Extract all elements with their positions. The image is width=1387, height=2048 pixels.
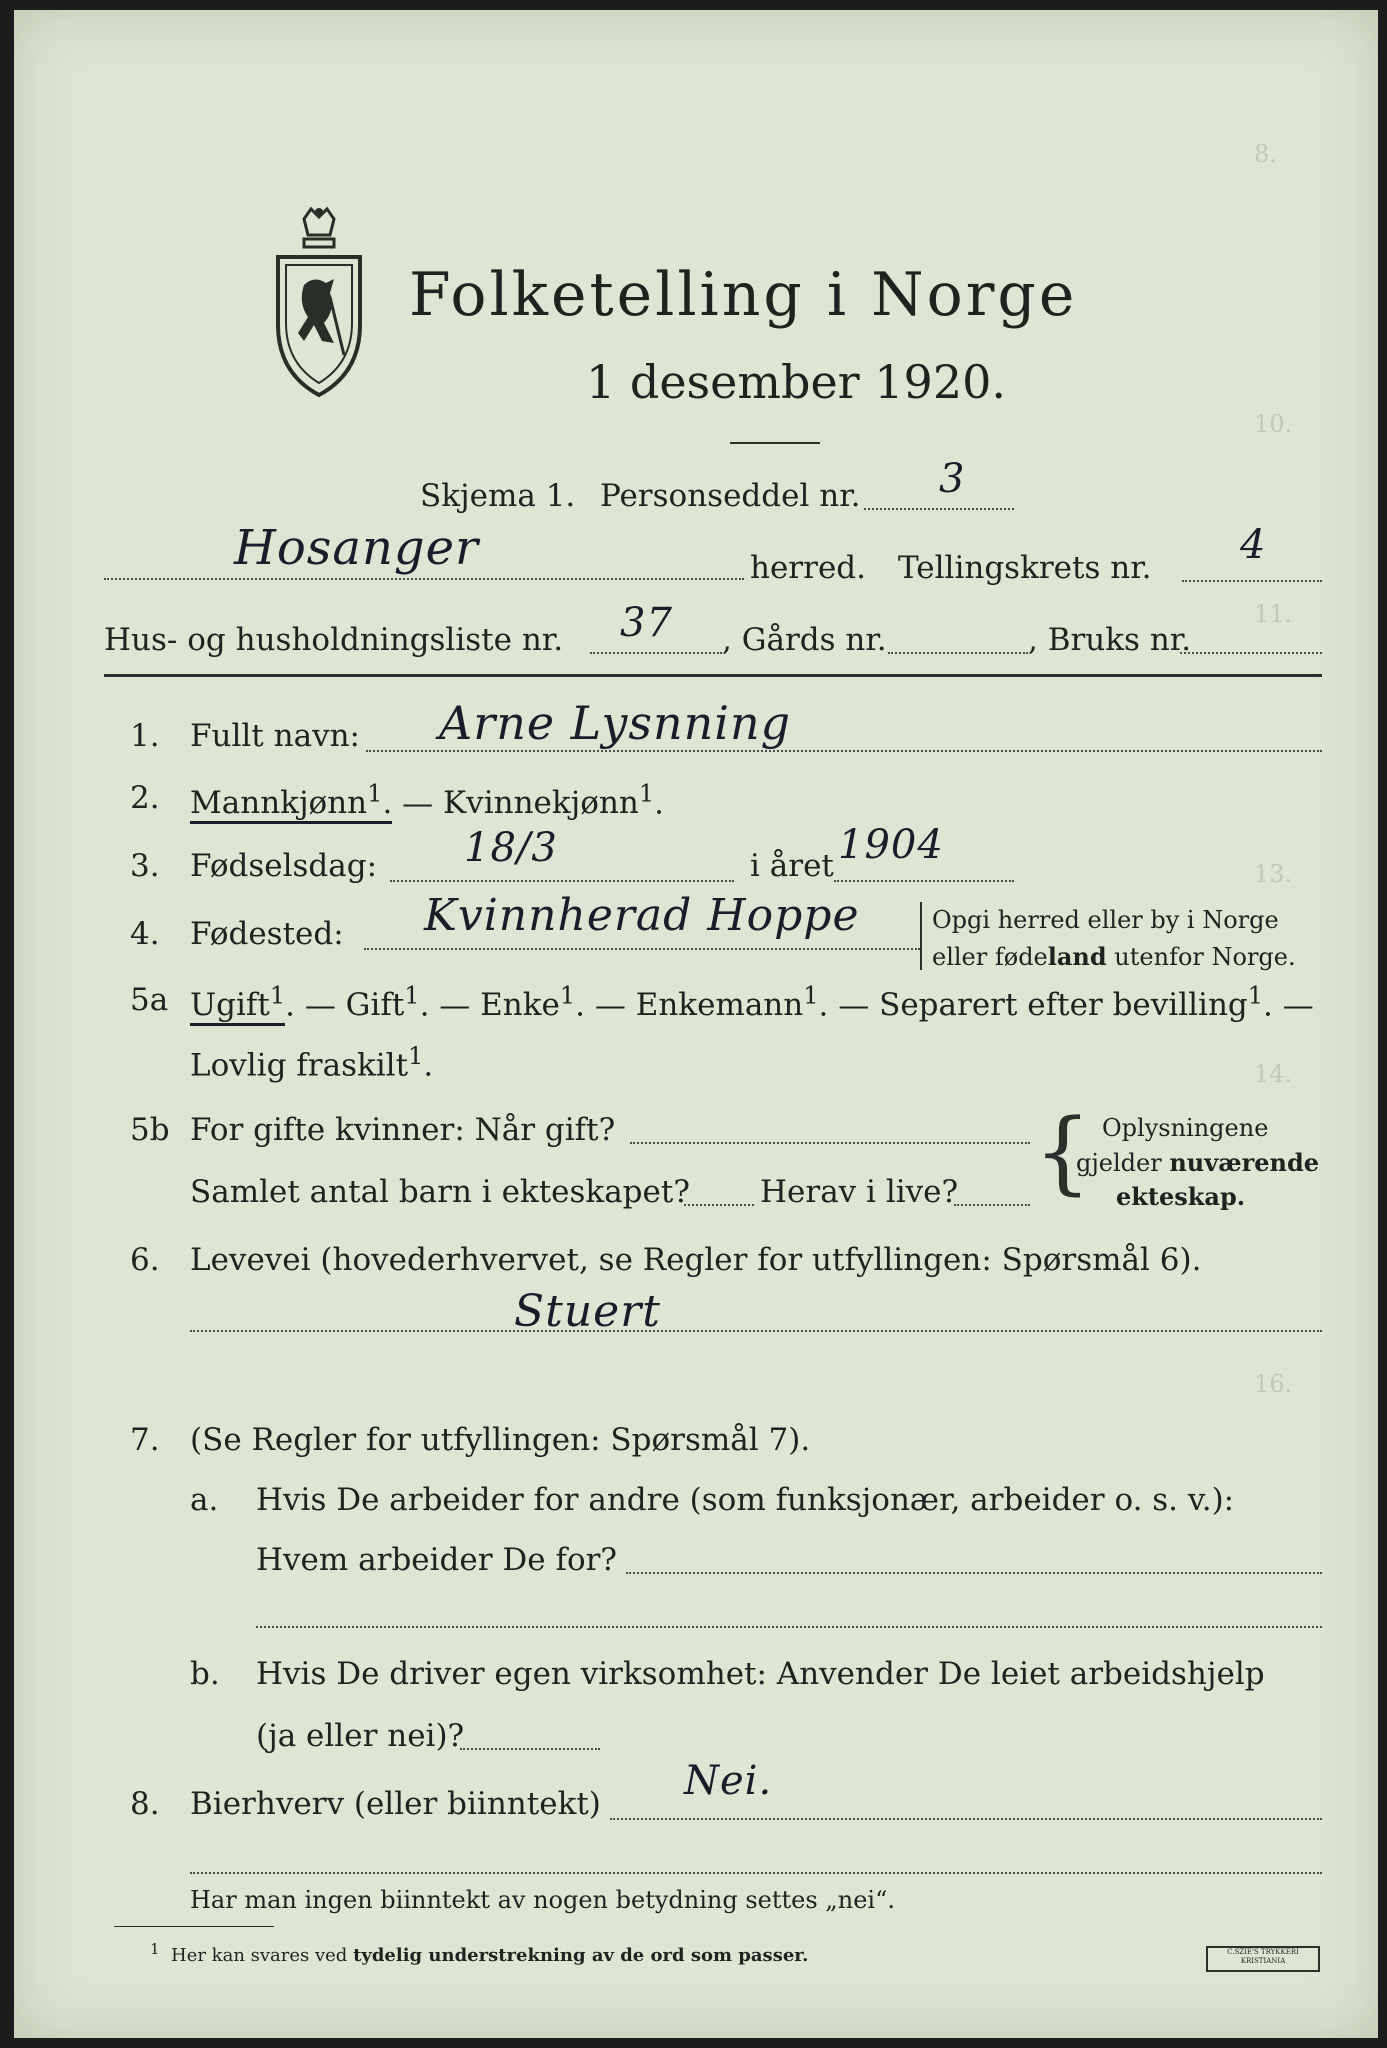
herred-label: herred. [750, 550, 866, 586]
tellingskrets-label: Tellingskrets nr. [898, 550, 1152, 586]
q3-label: Fødselsdag: [190, 848, 378, 884]
q7b-label: Hvis De driver egen virksomhet: Anvender De leiet arbeidshjelp [256, 1656, 1265, 1692]
census-form-page: 8. 10. 11. 13. 14. 16. Folketelling i Norge 1 desember 1920. Skjema 1. Personseddel nr. 3 Hosanger herred. Tellingskrets nr. 4 Hus- og husholdningsliste nr. 37 , Gårds nr. , Bruks nr. 1. Fullt navn: Arne Lysnning 2. Mannkjønn$^1$. — Kvinnekjønn$^1$. 3. Fødselsdag: 18/3 i året 1904 4. Fødested: Kvinnherad Hoppe Opgi herred eller by i Norge eller fødeland utenfor Norge. 5a Ugift$^1$. — Gift$^1$. — Enke$^1$. — Enkemann$^1$. — Separert efter bevilling$^1$. — Lovlig fraskilt$^1$. 5b For gifte kvinner: Når gift? Samlet antal barn i ekteskapet? Herav i live? { Oplysningene gjelder nuværende ekteskap. 6. Levevei (hovederhvervet, se Regler for utfyllingen: Spørsmål 6). Stuert 7. (Se Regler for utfyllingen: Spørsmål 7). a. Hvis De arbeider for andre (som funksjonær, arbeider o. s. v.): Hvem arbeider De for? b. Hvis De driver egen virksomhet: Anvender De leiet arbeidshjelp (ja eller nei)? 8. Bierhverv (eller biinntekt) Nei. Har man ingen biinntekt av nogen betydning settes „nei“. $^1$ Her kan svares ved tydelig understrekning av de ord som passer. C.SZIE'S TRYKKERI KRISTIANIA [14, 10, 1378, 2038]
q3-number: 3. [130, 848, 160, 884]
husholdningsliste-number-field[interactable]: 37 [620, 600, 673, 646]
option-kvinnekjonn[interactable]: Kvinnekjønn$^1$ [443, 780, 655, 822]
q8-label: Bierhverv (eller biinntekt) [190, 1786, 601, 1822]
footer-note: Har man ingen biinntekt av nogen betydning settes „nei“. [190, 1886, 895, 1914]
birthplace-note-line2: eller fødeland utenfor Norge. [932, 942, 1296, 971]
tellingskrets-number-field[interactable]: 4 [1240, 522, 1267, 568]
skjema-label: Skjema 1. [420, 478, 576, 514]
q5b-number: 5b [130, 1112, 170, 1148]
option-ugift[interactable]: Ugift$^1$ [190, 987, 285, 1026]
q6-number: 6. [130, 1242, 160, 1278]
full-name-field[interactable]: Arne Lysnning [439, 696, 792, 750]
q7a-number: a. [190, 1482, 219, 1518]
husholdningsliste-label: Hus- og husholdningsliste nr. [104, 622, 564, 658]
occupation-field[interactable]: Stuert [514, 1286, 661, 1337]
form-title: Folketelling i Norge [409, 260, 1078, 330]
option-separert[interactable]: Separert efter bevilling$^1$ [879, 982, 1264, 1024]
option-mannkjonn[interactable]: Mannkjønn$^1$. [190, 785, 392, 824]
printer-stamp: C.SZIE'S TRYKKERI KRISTIANIA [1206, 1946, 1320, 1972]
q7-number: 7. [130, 1422, 160, 1458]
q5b-note-line3: ekteskap. [1116, 1182, 1246, 1211]
birth-day-field[interactable]: 18/3 [464, 825, 558, 871]
q2-options: Mannkjønn$^1$. — Kvinnekjønn$^1$. [190, 780, 664, 821]
q4-number: 4. [130, 916, 160, 952]
q5b-note-line2: gjelder nuværende [1076, 1148, 1320, 1177]
option-gift[interactable]: Gift$^1$ [345, 982, 420, 1024]
q1-label: Fullt navn: [190, 718, 360, 754]
q8-number: 8. [130, 1786, 160, 1822]
marital-status-options: Ugift$^1$. — Gift$^1$. — Enke$^1$. — Enkemann$^1$. — Separert efter bevilling$^1$. — [190, 982, 1314, 1023]
personseddel-number-field[interactable]: 3 [939, 456, 966, 502]
q7b-sub-label: (ja eller nei)? [256, 1718, 465, 1754]
q2-number: 2. [130, 780, 160, 816]
q7a-label: Hvis De arbeider for andre (som funksjonær, arbeider o. s. v.): [256, 1482, 1235, 1518]
q5b-children-label: Samlet antal barn i ekteskapet? [190, 1174, 690, 1210]
norwegian-coat-of-arms-icon [264, 205, 374, 405]
q1-number: 1. [130, 718, 160, 754]
footnote: $^1$ Her kan svares ved tydelig understrekning av de ord som passer. [150, 1940, 809, 1966]
birth-year-field[interactable]: 1904 [838, 822, 944, 868]
q7-label: (Se Regler for utfyllingen: Spørsmål 7). [190, 1422, 811, 1458]
q5a-number: 5a [130, 982, 169, 1018]
year-label: i året [750, 848, 834, 884]
q7a-sub-label: Hvem arbeider De for? [256, 1542, 618, 1578]
personseddel-label: Personseddel nr. [600, 478, 861, 514]
herred-name-field[interactable]: Hosanger [234, 520, 479, 576]
q5b-alive-label: Herav i live? [760, 1174, 959, 1210]
q7b-number: b. [190, 1656, 220, 1692]
option-enke[interactable]: Enke$^1$ [480, 982, 576, 1024]
form-date: 1 desember 1920. [586, 355, 1006, 409]
gards-label: , Gårds nr. [722, 622, 887, 658]
bruks-label: , Bruks nr. [1028, 622, 1192, 658]
birthplace-note-line1: Opgi herred eller by i Norge [932, 906, 1279, 934]
q4-label: Fødested: [190, 916, 344, 952]
option-lovlig-fraskilt[interactable]: Lovlig fraskilt$^1$. [190, 1042, 434, 1084]
q5b-note-line1: Oplysningene [1102, 1114, 1269, 1142]
q6-label: Levevei (hovederhvervet, se Regler for utfyllingen: Spørsmål 6). [190, 1242, 1202, 1278]
option-enkemann[interactable]: Enkemann$^1$ [635, 982, 819, 1024]
brace: { [1034, 1100, 1092, 1205]
birthplace-field[interactable]: Kvinnherad Hoppe [424, 890, 860, 941]
secondary-income-field[interactable]: Nei. [684, 1758, 773, 1804]
q5b-married-label: For gifte kvinner: Når gift? [190, 1112, 616, 1148]
